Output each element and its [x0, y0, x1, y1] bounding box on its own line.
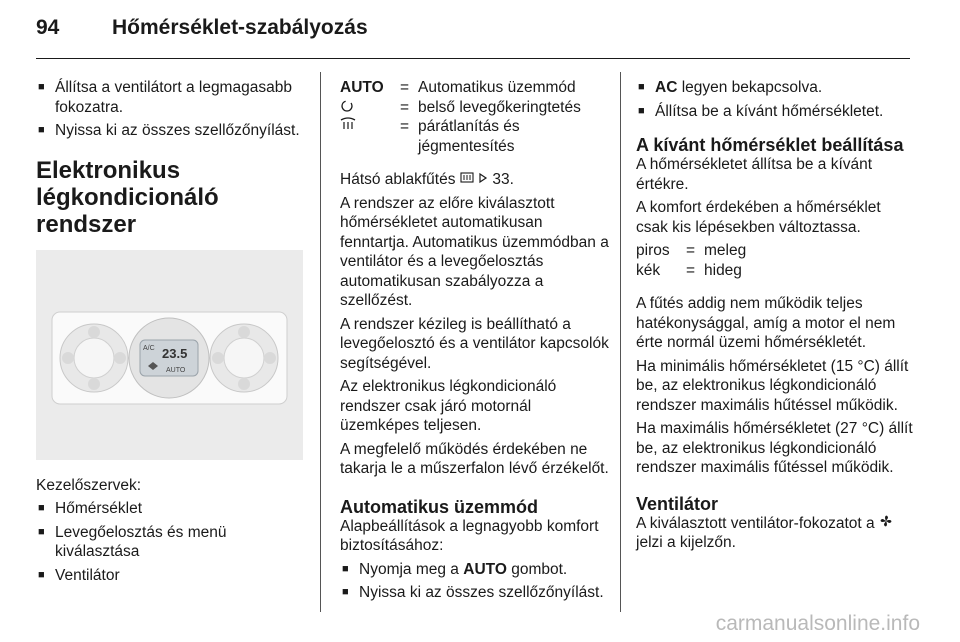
- def-eq: =: [686, 242, 696, 259]
- list-text: gombot.: [511, 560, 568, 578]
- definition-row: [636, 261, 916, 281]
- def-eq: =: [400, 79, 410, 96]
- page-reference-icon: [478, 172, 488, 184]
- def-value: hideg: [704, 261, 742, 279]
- page-header: [0, 0, 960, 52]
- section-heading: Automatikus üzemmód: [340, 496, 539, 517]
- def-eq: =: [400, 118, 410, 135]
- def-key: AUTO: [340, 79, 384, 96]
- auto-label: AUTO: [166, 366, 186, 374]
- list-item: ■ Hőmérséklet: [36, 499, 306, 519]
- rear-heating-text: Hátsó ablakfűtés: [340, 171, 456, 188]
- def-value: párátlanítás és jégmentesítés: [418, 118, 520, 155]
- temp-display: 23.5: [162, 345, 188, 361]
- watermark: carmanualsonline.info: [715, 612, 920, 635]
- paragraph: Alapbeállítások a legnagyobb komfort biztosításához:: [340, 517, 599, 554]
- list-item: [636, 78, 916, 98]
- column-1: [36, 78, 306, 589]
- paragraph: Az elektronikus légkondicionáló rendszer csak járó motornál üzemképes teljesen.: [340, 378, 557, 434]
- recirculation-icon: [340, 98, 400, 118]
- column-divider: [320, 72, 321, 612]
- header-rule: [36, 58, 910, 59]
- def-eq: =: [400, 98, 410, 116]
- rear-window-heating-icon: [460, 172, 474, 184]
- definition-row: [636, 241, 916, 261]
- section-heading: Ventilátor: [636, 493, 719, 514]
- climate-panel-illustration: [36, 250, 303, 460]
- paragraph-text: jelzi a kijelzőn.: [636, 534, 736, 551]
- rear-heating-page: 33.: [492, 171, 514, 188]
- climate-panel-figure: [36, 250, 303, 460]
- paragraph: Ha maximális hőmérsékletet (27 °C) állít be, az elektronikus légkondicionáló rendszer maximális fűtéssel működik.: [636, 420, 913, 476]
- list-text: legyen bekapcsolva.: [681, 79, 823, 96]
- list-item: ■ Levegőelosztás és menü kiválasztása: [36, 523, 306, 562]
- ac-label: A/C: [143, 344, 155, 352]
- def-key: piros: [636, 242, 670, 259]
- paragraph: A megfelelő működés érdekében ne takarja le a műszerfalon lévő érzékelőt.: [340, 440, 609, 477]
- page-number: 94: [36, 16, 60, 39]
- paragraph: A hőmérsékletet állítsa be a kívánt értékre.: [636, 156, 873, 193]
- def-value: meleg: [704, 242, 747, 259]
- paragraph: A rendszer az előre kiválasztott hőmérsékletet automatikusan fenntartja. Automatikus üzemmódban a ventilátor és a levegőelosztás automatikusan szabályozza a szellőzést.: [340, 194, 609, 309]
- column-2: [340, 78, 610, 607]
- list-key: AC: [655, 79, 678, 96]
- paragraph: A rendszer kézileg is beállítható a levegőelosztó és a ventilátor kapcsolók segítségével.: [340, 315, 609, 372]
- definition-row: [340, 78, 610, 98]
- left-knob: [60, 324, 128, 392]
- controls-label: Kezelőszervek:: [36, 476, 142, 494]
- column-divider: [620, 72, 621, 612]
- paragraph-text: A kiválasztott ventilátor-fokozatot a: [636, 514, 875, 532]
- fan-icon: [879, 514, 893, 528]
- def-value: Automatikus üzemmód: [418, 79, 576, 96]
- paragraph: Ha minimális hőmérsékletet (15 °C) állít be, az elektronikus légkondicionáló rendszer maximális hűtéssel működik.: [636, 357, 909, 414]
- definition-row: [340, 98, 610, 118]
- def-key: kék: [636, 261, 661, 279]
- page-title: Hőmérséklet-szabályozás: [112, 16, 368, 39]
- paragraph: [636, 514, 916, 553]
- defrost-icon: [340, 117, 400, 156]
- list-item: ■ Állítsa be a kívánt hőmérsékletet.: [636, 102, 916, 122]
- rear-heating-ref: [340, 170, 610, 190]
- list-text: Nyomja meg a: [359, 560, 459, 578]
- list-item: [340, 560, 610, 580]
- list-item: ■ Ventilátor: [36, 566, 306, 586]
- center-display: [129, 318, 209, 398]
- def-eq: =: [686, 261, 696, 279]
- column-3: [636, 78, 916, 557]
- paragraph: A fűtés addig nem működik teljes hatékonysággal, amíg a motor el nem érte normál üzemi hőmérsékletét.: [636, 295, 896, 351]
- section-heading: Elektronikus légkondicionáló rendszer: [36, 156, 219, 238]
- list-key: AUTO: [463, 560, 507, 578]
- def-value: belső levegőkeringtetés: [418, 98, 581, 116]
- right-knob: [210, 324, 278, 392]
- list-item: ■ Állítsa a ventilátort a legmagasabb fokozatra.: [36, 78, 306, 117]
- definition-row: [340, 117, 610, 156]
- list-item: ■ Nyissa ki az összes szellőzőnyílást.: [340, 583, 610, 603]
- list-item: ■ Nyissa ki az összes szellőzőnyílást.: [36, 121, 306, 141]
- paragraph: A komfort érdekében a hőmérséklet csak kis lépésekben változtassa.: [636, 199, 881, 236]
- section-heading: A kívánt hőmérséklet beállítása: [636, 135, 904, 155]
